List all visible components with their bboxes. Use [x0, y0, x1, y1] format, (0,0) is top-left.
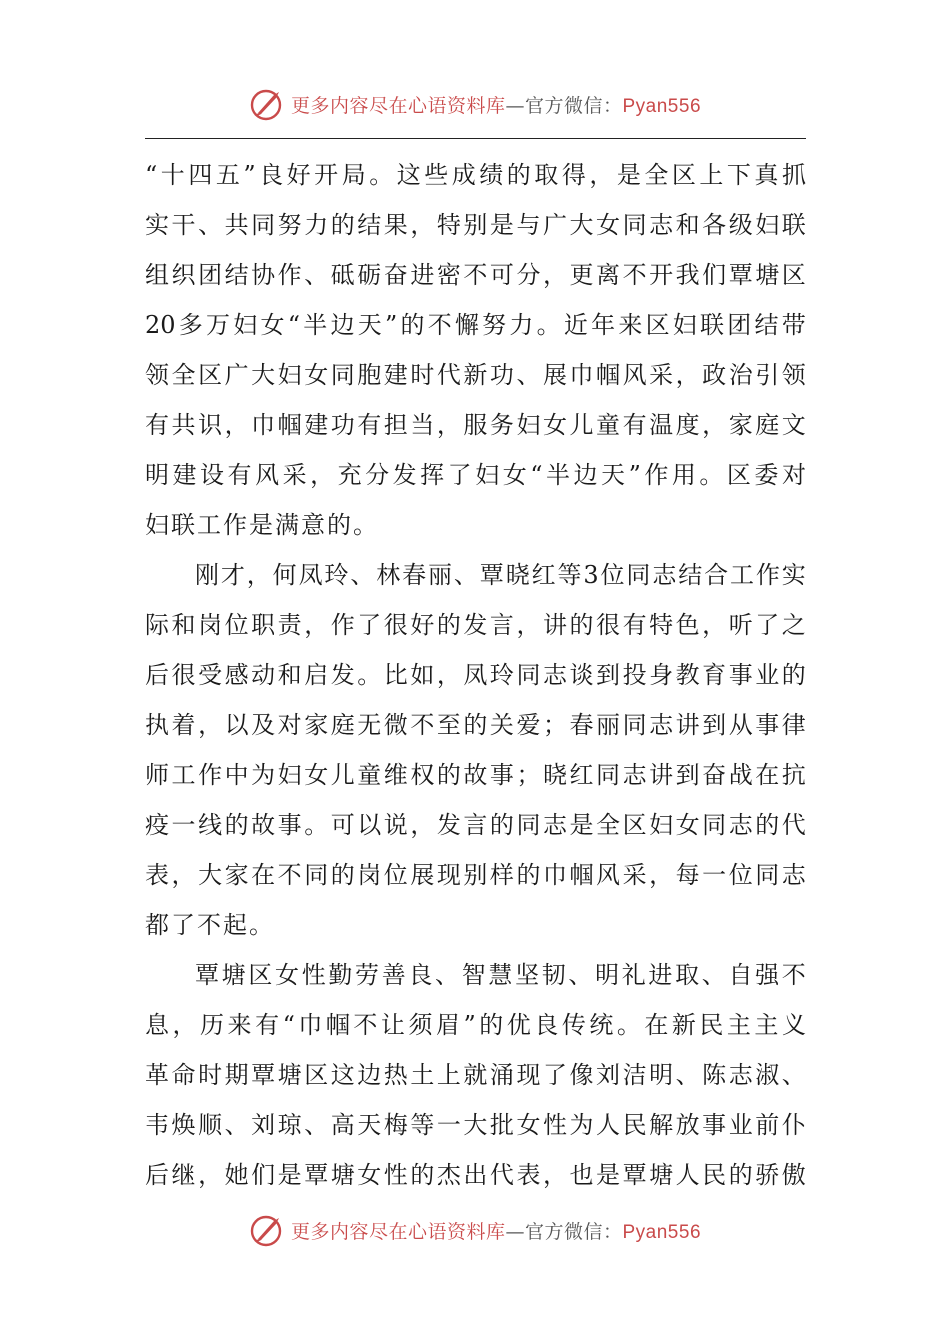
text-line: 执 着 ， 以 及 对 家 庭 无 微 不 至 的 关 爱 ； 春 丽 同 志 讲 到 从 事 律	[145, 711, 806, 739]
quill-logo-icon	[249, 86, 285, 122]
footer-banner	[0, 1208, 950, 1252]
text-line: 都了不起。	[145, 911, 275, 939]
text-line: 实 干 、 共 同 努 力 的 结 果 ， 特 别 是 与 广 大 女 同 志 和 各 级 妇 联	[145, 211, 806, 239]
text-line: 刚 才 ， 何 凤 玲 、 林 春 丽 、 覃 晓 红 等 3 位 同 志 结 合 工 作 实	[195, 561, 806, 589]
text-line: 明 建 设 有 风 采 ， 充 分 发 挥 了 妇 女 “ 半 边 天 ” 作 用 。 区 委 对	[145, 461, 806, 489]
quill-logo-icon	[249, 1212, 285, 1248]
text-line: 20 多 万 妇 女 “ 半 边 天 ” 的 不 懈 努 力 。 近 年 来 区 妇 联 团 结 带	[145, 311, 806, 339]
body-text	[145, 150, 806, 1200]
header-banner-handle: Pyan556	[622, 95, 702, 117]
header-banner-text	[291, 91, 701, 118]
text-line: 组 织 团 结 协 作 、 砥 砺 奋 进 密 不 可 分 ， 更 离 不 开 我 们 覃 塘 区	[145, 261, 806, 289]
text-line: 韦 焕 顺 、 刘 琼 、 高 天 梅 等 一 大 批 女 性 为 人 民 解 放 事 业 前 仆	[145, 1111, 806, 1139]
text-line: 有 共 识 ， 巾 帼 建 功 有 担 当 ， 服 务 妇 女 儿 童 有 温 度 ， 家 庭 文	[145, 411, 806, 439]
header-banner-main: 更多内容尽在心语资料库	[290, 94, 506, 117]
footer-banner-text	[291, 1217, 701, 1244]
footer-banner-main: 更多内容尽在心语资料库	[290, 1220, 506, 1243]
header-banner-sep: —	[505, 94, 525, 117]
text-line: 后 继 ， 她 们 是 覃 塘 女 性 的 杰 出 代 表 ， 也 是 覃 塘 人 民 的 骄 傲	[145, 1161, 806, 1189]
header-rule	[145, 138, 806, 139]
footer-banner-label: 官方微信：	[524, 1220, 623, 1243]
text-line: 领 全 区 广 大 妇 女 同 胞 建 时 代 新 功 、 展 巾 帼 风 采 ， 政 治 引 领	[145, 361, 806, 389]
text-line: 后 很 受 感 动 和 启 发 。 比 如 ， 凤 玲 同 志 谈 到 投 身 教 育 事 业 的	[145, 661, 806, 689]
text-line: 际 和 岗 位 职 责 ， 作 了 很 好 的 发 言 ， 讲 的 很 有 特 色 ， 听 了 之	[145, 611, 806, 639]
footer-banner-handle: Pyan556	[622, 1221, 702, 1243]
header-banner	[0, 82, 950, 126]
text-line: 表 ， 大 家 在 不 同 的 岗 位 展 现 别 样 的 巾 帼 风 采 ， 每 一 位 同 志	[145, 861, 806, 889]
text-line: “ 十 四 五 ” 良 好 开 局 。 这 些 成 绩 的 取 得 ， 是 全 区 上 下 真 抓	[145, 161, 806, 189]
text-line: 师 工 作 中 为 妇 女 儿 童 维 权 的 故 事 ； 晓 红 同 志 讲 到 奋 战 在 抗	[145, 761, 806, 789]
text-line: 疫 一 线 的 故 事 。 可 以 说 ， 发 言 的 同 志 是 全 区 妇 女 同 志 的 代	[145, 811, 806, 839]
text-line: 息 ， 历 来 有 “ 巾 帼 不 让 须 眉 ” 的 优 良 传 统 。 在 新 民 主 主 义	[145, 1011, 806, 1039]
text-line: 妇联工作是满意的。	[145, 511, 379, 539]
text-line: 革 命 时 期 覃 塘 区 这 边 热 土 上 就 涌 现 了 像 刘 洁 明 、 陈 志 淑 、	[145, 1061, 806, 1089]
footer-banner-sep: —	[505, 1220, 525, 1243]
header-banner-label: 官方微信：	[524, 94, 623, 117]
text-line: 覃 塘 区 女 性 勤 劳 善 良 、 智 慧 坚 韧 、 明 礼 进 取 、 自 强 不	[195, 961, 806, 989]
